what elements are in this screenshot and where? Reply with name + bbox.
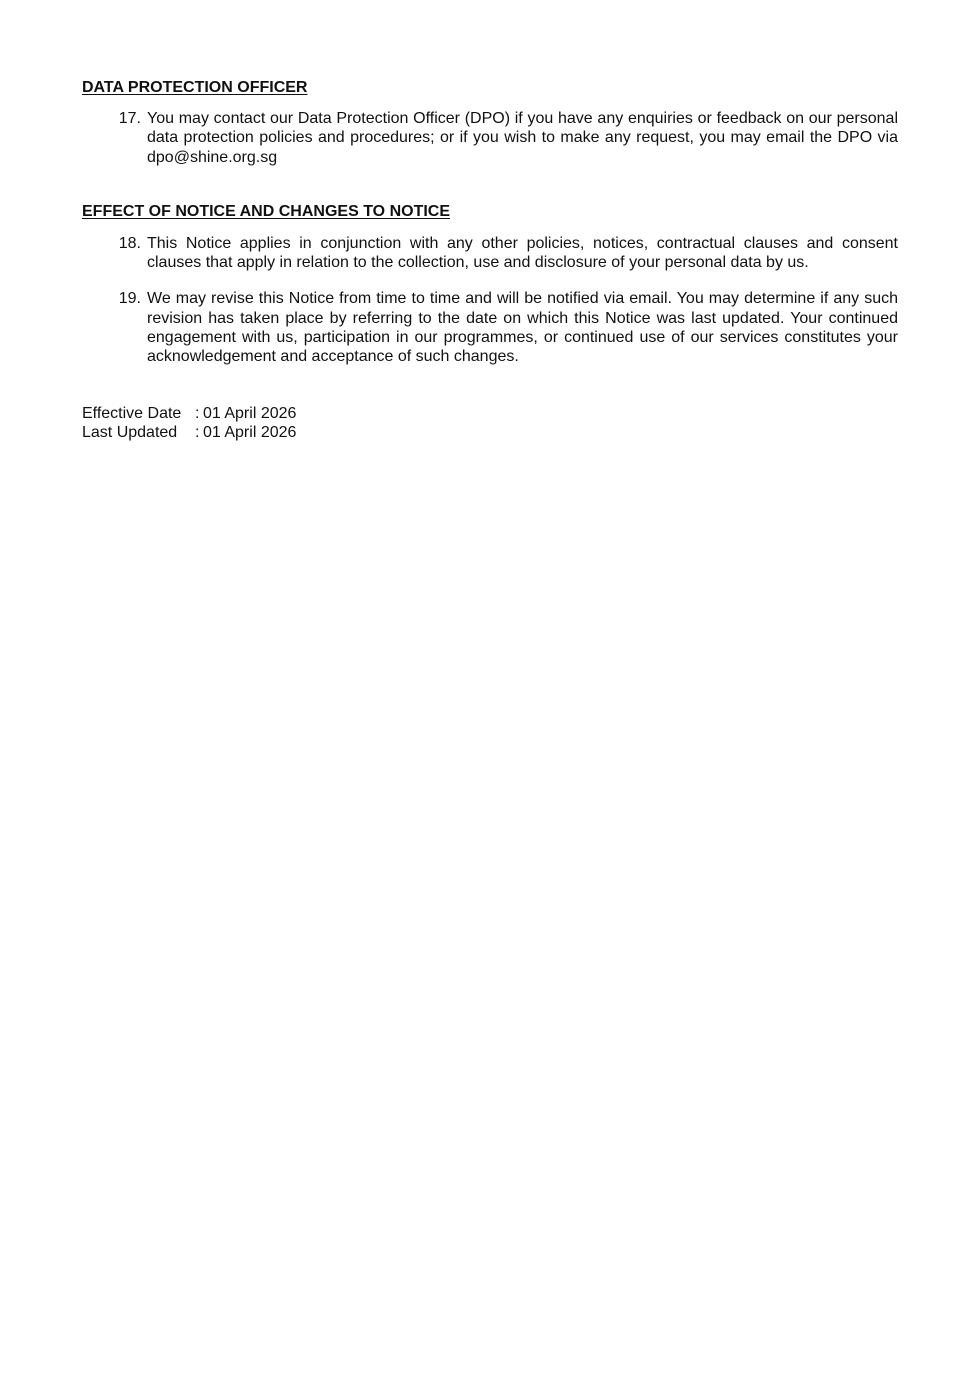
clause-number: 18. (118, 234, 141, 252)
section-heading-effect-of-notice: EFFECT OF NOTICE AND CHANGES TO NOTICE (82, 202, 451, 220)
last-updated-row (82, 423, 898, 442)
notice-dates (82, 404, 898, 442)
clause-18 (82, 234, 898, 273)
clause-number: 19. (118, 290, 141, 308)
clause-number: 17. (118, 110, 141, 127)
clause-17 (82, 109, 898, 167)
clause-text: This Notice applies in conjunction with any other policies, notices, contractual clauses and consent clauses that apply in relation to the collection, use and disclosure of your personal data by us. (147, 234, 898, 272)
last-updated-label: Last Updated (82, 423, 178, 441)
clause-list-effect (82, 234, 898, 367)
effective-date-value: 01 April 2026 (203, 404, 297, 422)
effective-date-separator: : (195, 404, 200, 422)
last-updated-value: 01 April 2026 (203, 423, 297, 441)
section-heading-data-protection-officer: DATA PROTECTION OFFICER (82, 79, 308, 96)
clause-19 (82, 289, 898, 366)
effective-date-label: Effective Date (82, 404, 182, 422)
effective-date-row (82, 404, 898, 423)
clause-text: We may revise this Notice from time to time and will be notified via email. You may determine if any such revision has taken place by referring to the date on which this Notice was last updated. Your continued engagement with us, participation in our programmes, or continued use of our services constitutes your acknowledgement and acceptance of such changes. (147, 290, 898, 366)
last-updated-separator: : (195, 423, 200, 441)
clause-list-dpo (82, 109, 898, 167)
clause-text: You may contact our Data Protection Officer (DPO) if you have any enquiries or feedback on our personal data protection policies and procedures; or if you wish to make any request, you may email the DPO via dpo@shine.org.sg (147, 110, 898, 166)
